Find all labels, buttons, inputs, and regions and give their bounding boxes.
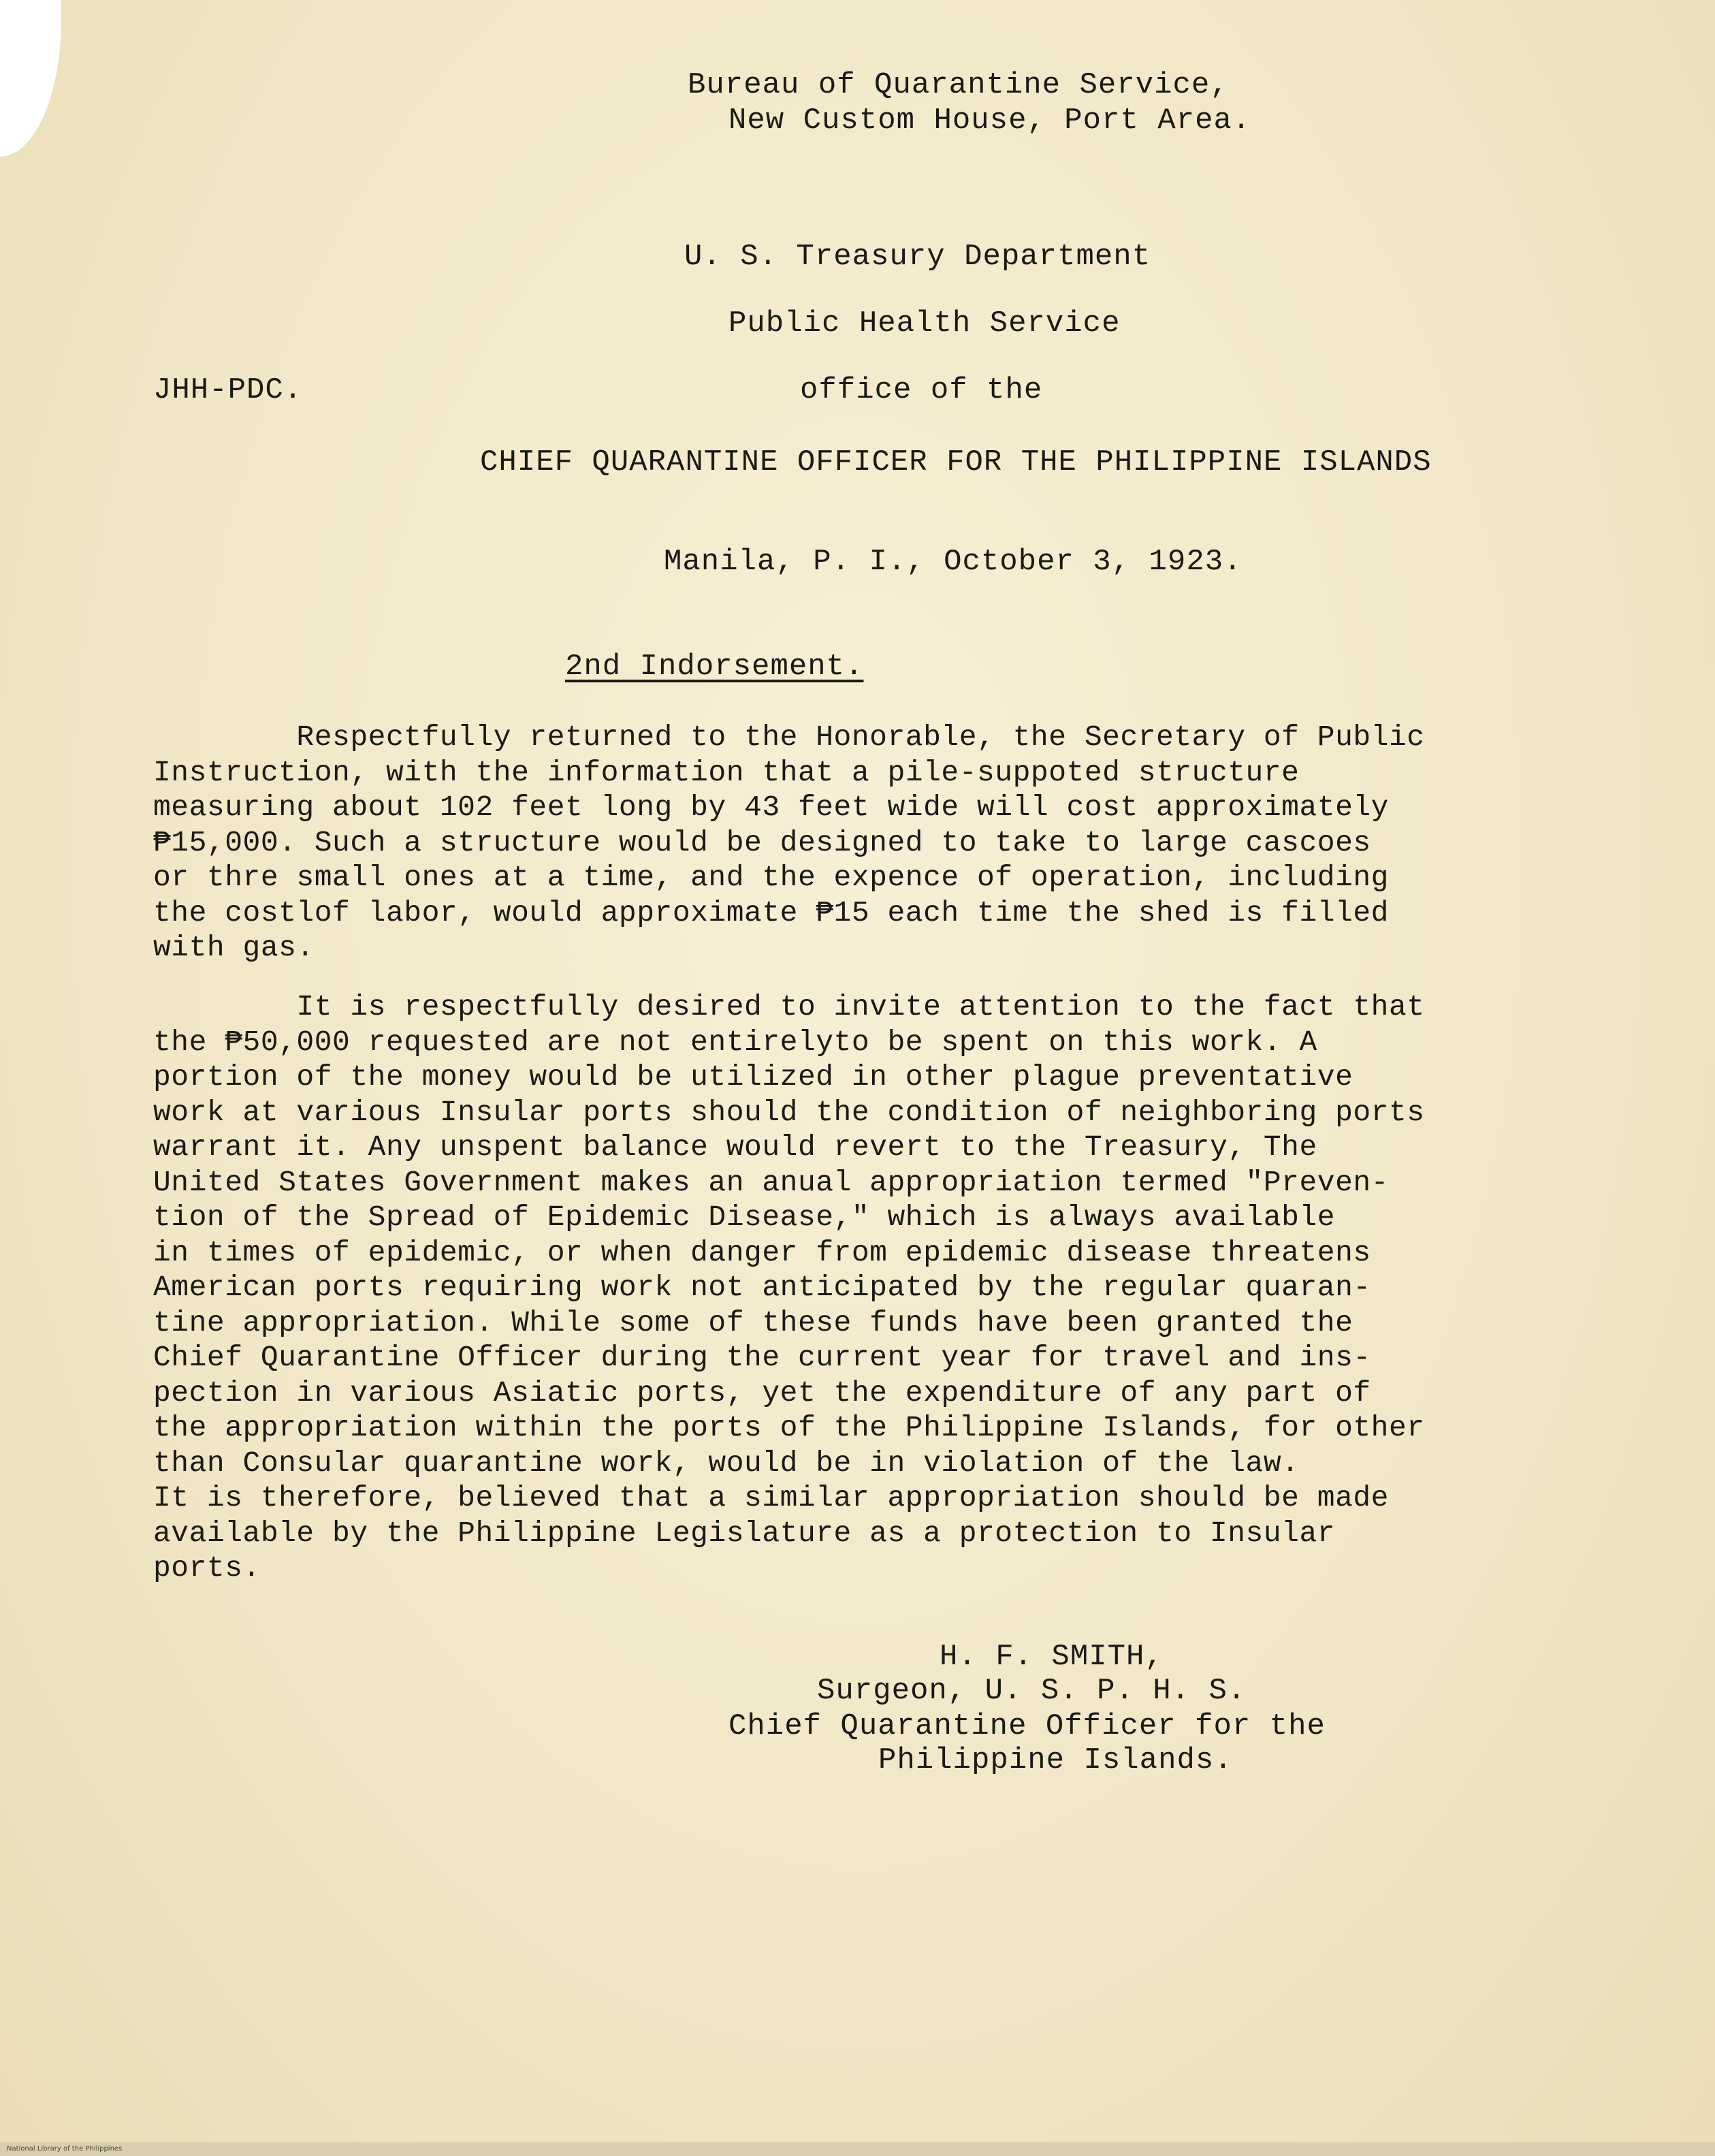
chief-office-line: CHIEF QUARANTINE OFFICER FOR THE PHILIPPINE ISLANDS <box>480 445 1432 479</box>
bureau-line-2: New Custom House, Port Area. <box>728 104 1251 138</box>
service-line: Public Health Service <box>728 306 1121 340</box>
paragraph-1: Respectfully returned to the Honorable, the Secretary of Public Instruction, with the information that a pile-suppoted structure measuring about 102 feet long by 43 feet wide will cost approximately ₱15,000. Such a structure would be designed to take to large cascoes or thre small ones at a time, and the expence of operation, including the costlof labor, would approximate ₱15 each time the shed is filled with gas. <box>153 720 1425 964</box>
bureau-line-1: Bureau of Quarantine Service, <box>688 68 1229 102</box>
department-line: U. S. Treasury Department <box>684 240 1151 274</box>
archive-footer: National Library of the Philippines <box>0 2142 1715 2156</box>
office-line: office of the <box>800 373 1043 407</box>
torn-corner <box>0 0 61 157</box>
signature-title-1: Surgeon, U. S. P. H. S. <box>817 1674 1247 1708</box>
signature-name: H. F. SMITH, <box>940 1640 1164 1674</box>
document-title: 2nd Indorsement. <box>565 650 864 684</box>
signature-title-2: Chief Quarantine Officer for the <box>728 1709 1326 1743</box>
signature-title-3: Philippine Islands. <box>878 1743 1233 1777</box>
reference-code: JHH-PDC. <box>153 373 303 407</box>
date-line: Manila, P. I., October 3, 1923. <box>664 545 1243 579</box>
paragraph-2: It is respectfully desired to invite attention to the fact that the ₱50,000 requested are not entirelyto be spent on this work. A portion of the money would be utilized in other plague preventative work at various Insular ports should the condition of neighboring ports warrant it. Any unspent balance would revert to the Treasury, The United States Government makes an anual appropriation termed "Preven- tion of the Spread of Epidemic Disease," which is always available in times of epidemic, or when danger from epidemic disease threatens American ports requiring work not anticipated by the regular quaran- tine appropriation. While some of these funds have been granted the Chief Quarantine Officer during the current year for travel and ins- pection in various Asiatic ports, yet the expenditure of any part of the appropriation within the ports of the Philippine Islands, for other than Consular quarantine work, would be in violation of the law. It is therefore, believed that a similar appropriation should be made available by the Philippine Legislature as a protection to Insular ports. <box>153 990 1425 1585</box>
